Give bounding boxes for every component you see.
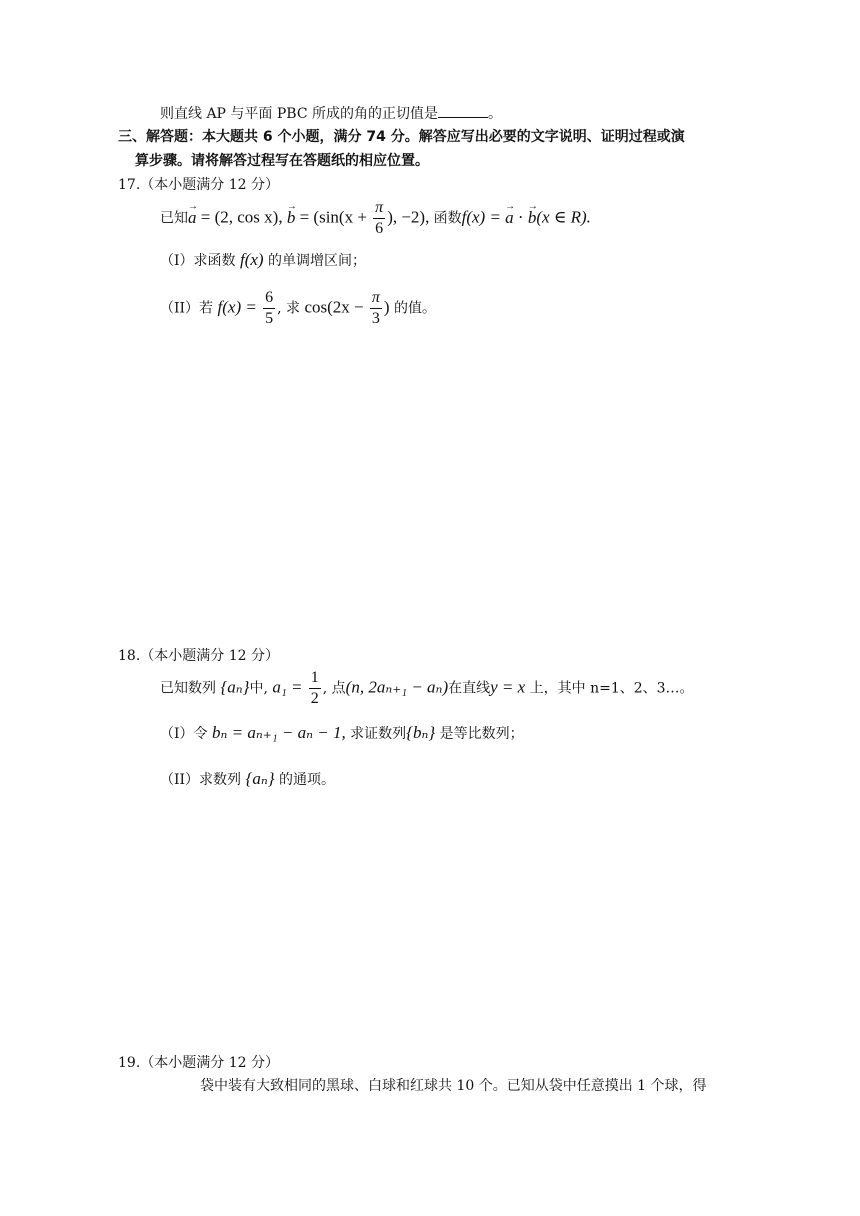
part-text: 的单调增区间；	[263, 253, 367, 269]
q17-stem	[160, 198, 591, 239]
q17-text: 已知	[160, 210, 188, 227]
frac-numerator: π	[373, 198, 385, 219]
q18-text: 上，其中 n=1、2、3…。	[525, 680, 694, 697]
q18-math: y = x	[490, 677, 526, 697]
prev-text-after: 。	[488, 106, 503, 122]
q18-part2	[160, 769, 335, 790]
q18-text: 在直线	[448, 680, 491, 697]
part-label: （II）求数列	[160, 772, 246, 788]
part-text: 的值。	[389, 300, 436, 317]
fraction-1-over-2	[309, 668, 321, 709]
part-text: 的通项。	[274, 772, 335, 788]
part-label: （I）令	[160, 726, 212, 742]
section-heading-line2: 算步骤。请将解答过程写在答题纸的相应位置。	[135, 153, 429, 169]
q18-text: , 点	[322, 680, 346, 697]
fraction-pi-over-6	[373, 198, 385, 239]
q19-stem: 袋中装有大致相同的黑球、白球和红球共 10 个。已知从袋中任意摸出 1 个球，得	[200, 1078, 707, 1094]
q17-math: = (sin(x +	[295, 207, 372, 227]
vector-a: → a	[188, 208, 197, 228]
part-math: )	[383, 297, 390, 317]
part-text: 求证数列	[345, 726, 407, 742]
q18-text: 中,	[249, 680, 273, 697]
q18-math: {aₙ}	[220, 677, 250, 697]
prev-question-tail	[160, 103, 502, 124]
part-math: {aₙ}	[245, 769, 275, 788]
q17-part1	[160, 250, 366, 271]
frac-numerator: 6	[263, 288, 275, 309]
fraction-6-over-5	[263, 288, 275, 329]
part-text: , 求	[277, 300, 305, 317]
fraction-pi-over-3	[370, 288, 382, 329]
q17-math: ·	[513, 207, 528, 227]
frac-denominator: 5	[265, 310, 274, 327]
q17-part2	[160, 288, 436, 329]
q17-math: ), −2),	[387, 207, 434, 227]
section-heading-line1: 三、解答题：本大题共 6 个小题，满分 74 分。解答应写出必要的文字说明、证明过程或演	[118, 129, 685, 145]
vector-b: → b	[287, 208, 296, 228]
frac-denominator: 6	[375, 220, 384, 237]
frac-denominator: 3	[371, 310, 380, 327]
q17-math: = (2, cos x),	[196, 207, 287, 227]
q18-part1	[160, 723, 524, 744]
part-label: （I）求函数	[160, 253, 240, 269]
frac-numerator: π	[370, 288, 382, 309]
q18-math: (n, 2aₙ₊₁ − aₙ)	[345, 677, 449, 697]
part-math: bₙ = aₙ₊₁ − aₙ − 1,	[211, 723, 346, 742]
q18-stem	[160, 668, 694, 709]
vector-a: → a	[505, 208, 514, 228]
part-math: {bₙ}	[406, 723, 436, 742]
q17-math: f(x) =	[461, 207, 506, 227]
q18-text: 已知数列	[160, 680, 221, 697]
vector-b: → b	[528, 208, 537, 228]
q19-header: 19.（本小题满分 12 分）	[118, 1055, 279, 1071]
q17-header: 17.（本小题满分 12 分）	[118, 177, 279, 193]
frac-denominator: 2	[310, 690, 319, 707]
part-label: （II）若	[160, 300, 218, 317]
q17-math: (x ∈ R).	[536, 207, 591, 227]
part-math: cos(2x −	[304, 297, 368, 317]
prev-text-before: 则直线 AP 与平面 PBC 所成的角的正切值是	[160, 106, 439, 122]
answer-blank	[438, 103, 488, 118]
part-text: 是等比数列；	[435, 726, 524, 742]
part-math: f(x)	[239, 250, 264, 269]
q17-text: 函数	[433, 210, 462, 227]
q18-math: a₁ =	[272, 677, 307, 697]
frac-numerator: 1	[309, 668, 321, 689]
q18-header: 18.（本小题满分 12 分）	[118, 648, 279, 664]
part-math: f(x) =	[217, 297, 262, 317]
